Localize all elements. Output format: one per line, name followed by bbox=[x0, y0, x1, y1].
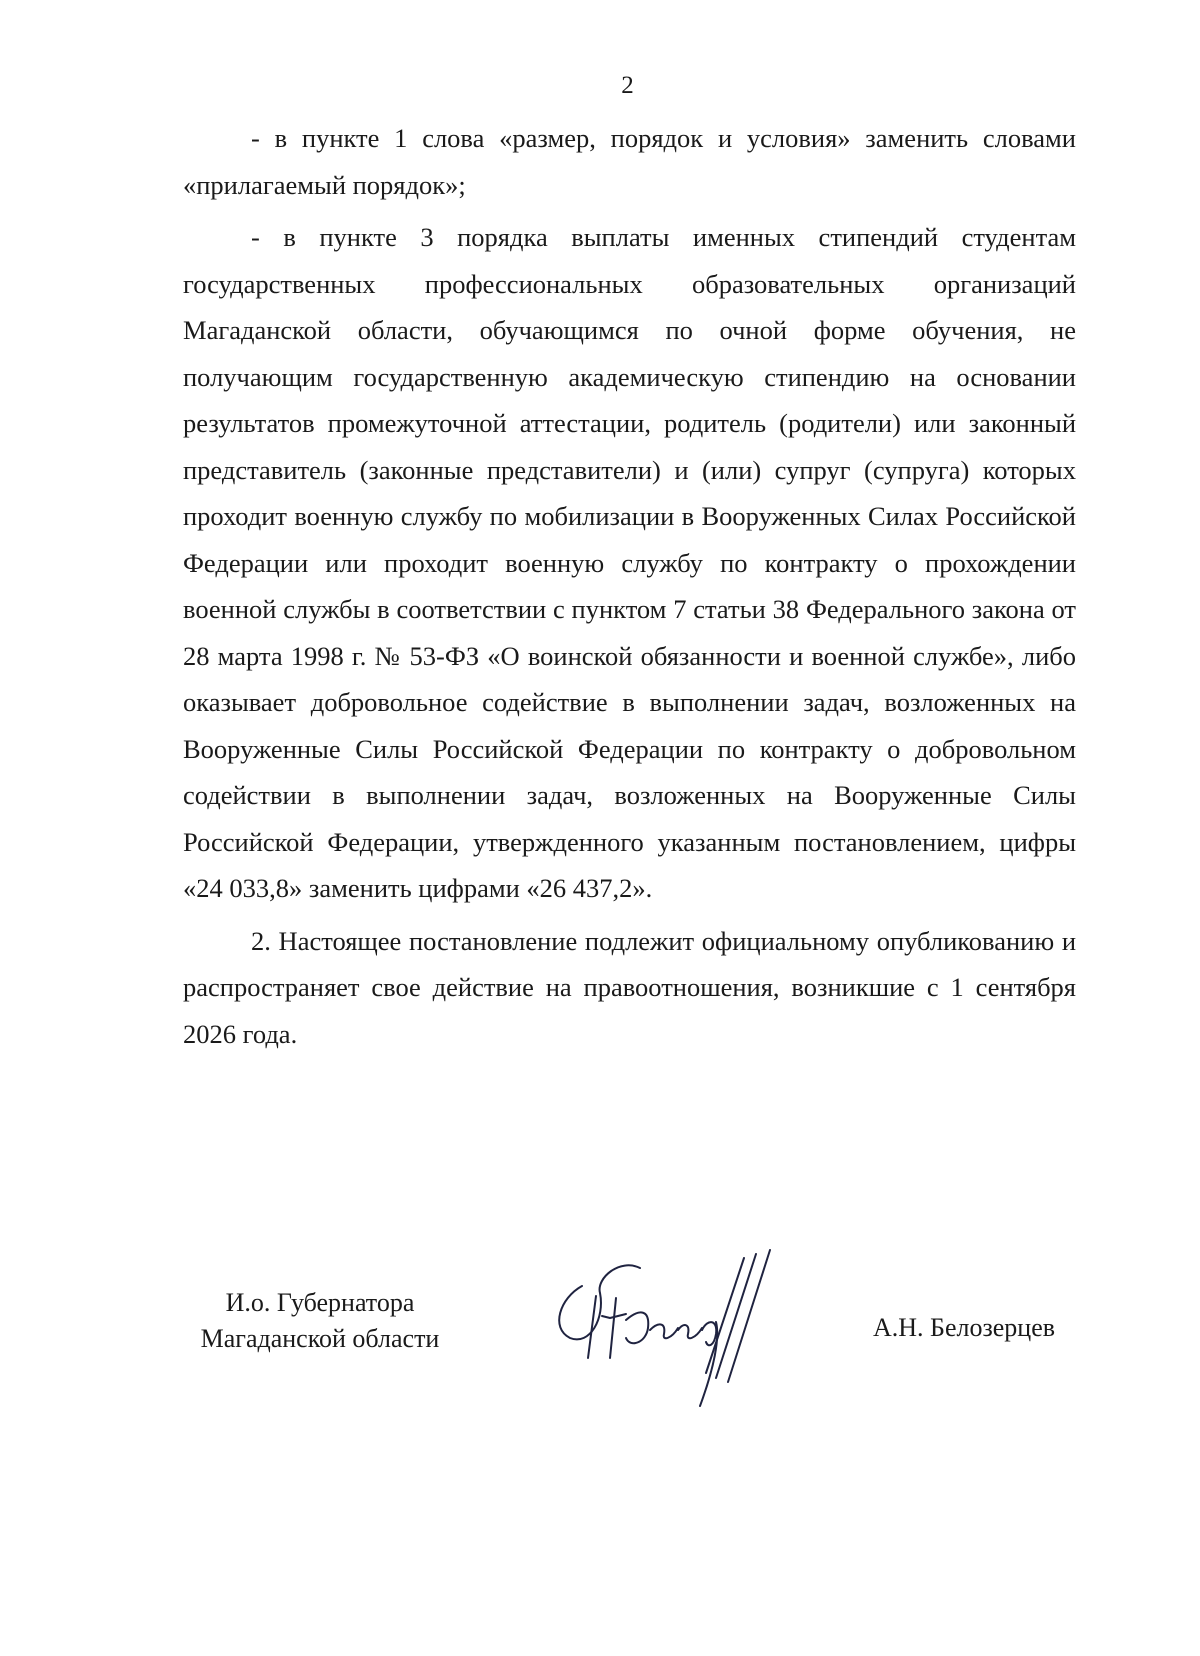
paragraph-amendment-2: - в пункте 3 порядка выплаты именных стипендий студентам государственных профессиональных образовательных организаций Магаданской области, обучающимся по очной форме обучения, не получающим государственную академическую стипендию на основании результатов промежуточной аттестации, родитель (родители) или законный представитель (законные представители) и (или) супруг (супруга) которых проходит военную службу по мобилизации в Вооруженных Силах Российской Федерации или проходит военную службу по контракту о прохождении военной службы в соответствии с пунктом 7 статьи 38 Федерального закона от 28 марта 1998 г. № 53-ФЗ «О воинской обязанности и военной службе», либо оказывает добровольное содействие в выполнении задач, возложенных на Вооруженные Силы Российской Федерации по контракту о добровольном содействии в выполнении задач, возложенных на Вооруженные Силы Российской Федерации, утвержденного указанным постановлением, цифры «24 033,8» заменить цифрами «26 437,2». bbox=[183, 222, 1076, 903]
page-number: 2 bbox=[621, 72, 634, 99]
signatory-name: А.Н. Белозерцев bbox=[873, 1313, 1056, 1342]
document-body bbox=[183, 115, 1076, 1057]
signatory-title-line2: Магаданской области bbox=[200, 1324, 440, 1353]
signatory-title-line1: И.о. Губернатора bbox=[225, 1288, 415, 1317]
paragraph-effective-date: 2. Настоящее постановление подлежит официальному опубликованию и распространяет свое действие на правоотношения, возникшие с 1 сентября 2026 года. bbox=[183, 925, 1076, 1049]
handwritten-signature bbox=[530, 1238, 830, 1418]
paragraph-amendment-1: - в пункте 1 слова «размер, порядок и условия» заменить словами «прилагаемый порядок»; bbox=[183, 123, 1076, 200]
signatory-title bbox=[180, 1285, 460, 1357]
